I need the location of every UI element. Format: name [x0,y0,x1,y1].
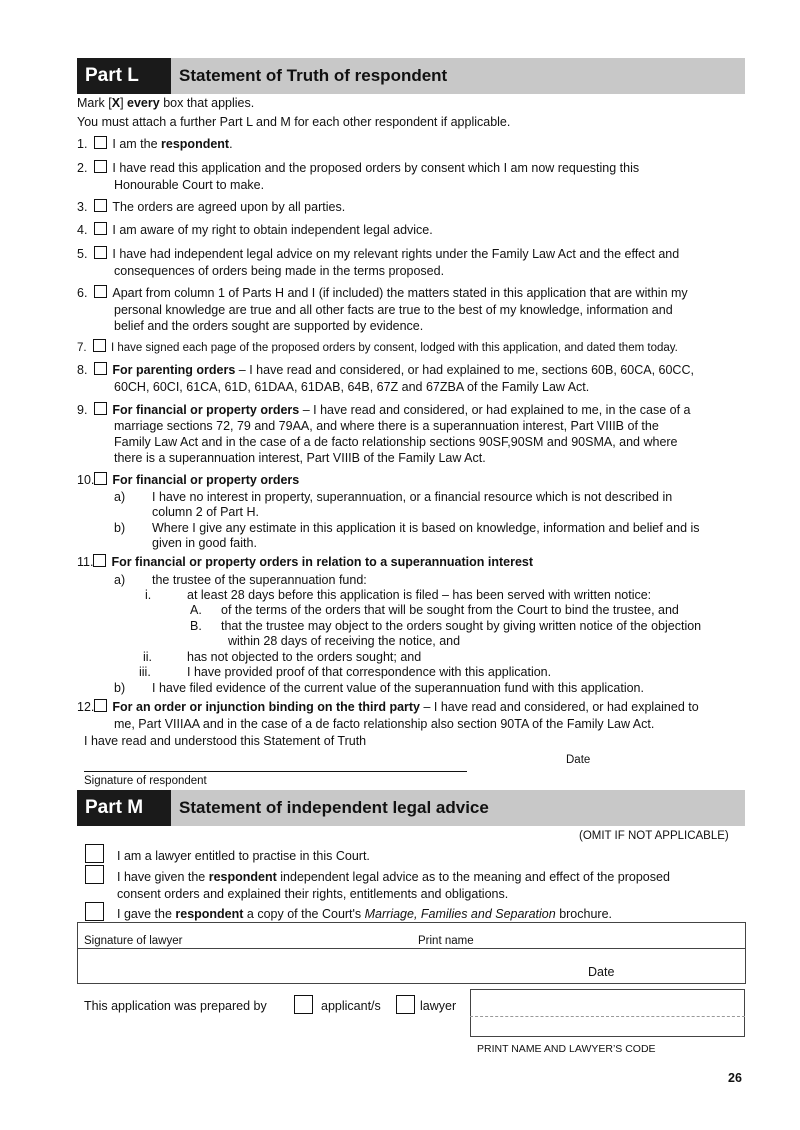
part-m-header [77,790,745,826]
respondent-date-label: Date [566,754,591,766]
item-10-b-text-cont: given in good faith. [152,536,257,550]
applicant-option-label: applicant/s [321,999,381,1013]
checkbox-9[interactable] [94,402,107,415]
item-11-b-marker: b) [114,681,126,695]
statement-item-12: 12. For an order or injunction binding on the third party – I have read and considered, or had explained to [77,700,699,714]
item-11-b-text: I have filed evidence of the current value of the superannuation fund with this application. [152,681,644,695]
item-11-B-text-cont: within 28 days of receiving the notice, and [228,634,461,648]
item-10-a-text-cont: column 2 of Part H. [152,505,259,519]
statement-item-2: 2. I have read this application and the proposed orders by consent which I am now requesting this [77,161,640,175]
item-11-B-text: that the trustee may object to the orders sought by giving written notice of the objection [221,619,702,633]
checkbox-11[interactable] [93,554,106,567]
statement-item-1: 1. I am the respondent. [77,137,233,151]
lawyer-option-label: lawyer [420,999,457,1013]
item-11-B-marker: B. [190,619,202,633]
item-11-iii-text: I have provided proof of that correspondence with this application. [187,665,552,679]
statement-item-5-cont: consequences of orders being made in the terms proposed. [114,264,445,278]
statement-item-6: 6. Apart from column 1 of Parts H and I (if included) the matters stated in this application that are within my [77,286,688,300]
item-11-a-marker: a) [114,573,126,587]
checkbox-7[interactable] [93,339,106,352]
statement-item-4: 4. I am aware of my right to obtain independent legal advice. [77,223,433,237]
checkbox-4[interactable] [94,222,107,235]
print-name-lawyer-code-label: PRINT NAME AND LAWYER’S CODE [477,1043,656,1055]
item-11-i-marker: i. [145,588,152,602]
checkbox-8[interactable] [94,362,107,375]
respondent-signature-line[interactable] [84,771,467,772]
signature-of-lawyer-label: Signature of lawyer [84,935,183,947]
part-l-tag: Part L [77,58,171,94]
item-10-a-marker: a) [114,490,126,504]
lawyer-code-divider [470,1016,745,1017]
item-11-ii-text: has not objected to the orders sought; and [187,650,422,664]
checkbox-6[interactable] [94,285,107,298]
lawyer-checkbox[interactable] [396,995,415,1014]
statement-item-2-cont: Honourable Court to make. [114,178,265,192]
statement-item-9-cont1: marriage sections 72, 79 and 79AA, and where there is a superannuation interest, Part VIIIB of the [114,419,659,433]
statement-item-10: 10. For financial or property orders [77,473,300,487]
respondent-signature-label: Signature of respondent [84,775,207,787]
statement-item-9-cont3: there is a superannuation interest, Part VIIIB of the Family Law Act. [114,451,486,465]
instruction-attach: You must attach a further Part L and M for each other respondent if applicable. [77,115,511,129]
lawyer-checkbox-2[interactable] [85,865,104,884]
understood-statement: I have read and understood this Statement of Truth [84,734,367,748]
checkbox-2[interactable] [94,160,107,173]
statement-item-9-cont2: Family Law Act and in the case of a de facto relationship sections 90SF,90SM and 90SMA, and where [114,435,678,449]
item-11-a-text: the trustee of the superannuation fund: [152,573,367,587]
part-l-title: Statement of Truth of respondent [171,58,745,94]
print-name-label: Print name [418,935,474,947]
item-10-a-text: I have no interest in property, superannuation, or a financial resource which is not described in [152,490,673,504]
statement-item-8-cont: 60CH, 60CI, 61CA, 61D, 61DAA, 61DAB, 64B, 67Z and 67ZBA of the Family Law Act. [114,380,590,394]
checkbox-5[interactable] [94,246,107,259]
lawyer-code-box[interactable] [470,989,745,1037]
item-11-A-text: of the terms of the orders that will be sought from the Court to bind the trustee, and [221,603,679,617]
part-m-tag: Part M [77,790,171,826]
item-11-iii-marker: iii. [139,665,151,679]
statement-item-8: 8. For parenting orders – I have read and considered, or had explained to me, sections 60B, 60CA, 60CC, [77,363,694,377]
lawyer-statement-3: I gave the respondent a copy of the Court's Marriage, Families and Separation brochure. [117,907,612,921]
item-10-b-text: Where I give any estimate in this application it is based on knowledge, information and belief and is [152,521,700,535]
lawyer-statement-2: I have given the respondent independent legal advice as to the meaning and effect of the proposed [117,870,670,884]
checkbox-10[interactable] [94,472,107,485]
lawyer-date-label: Date [588,965,615,979]
statement-item-6-cont2: belief and the orders sought are supported by evidence. [114,319,424,333]
statement-item-3: 3. The orders are agreed upon by all parties. [77,200,346,214]
lawyer-statement-1: I am a lawyer entitled to practise in this Court. [117,849,370,863]
checkbox-12[interactable] [94,699,107,712]
page-number: 26 [728,1071,742,1085]
statement-item-6-cont1: personal knowledge are true and all other facts are true to the best of my knowledge, information and [114,303,673,317]
lawyer-checkbox-1[interactable] [85,844,104,863]
part-l-header [77,58,745,94]
checkbox-1[interactable] [94,136,107,149]
omit-note: (OMIT IF NOT APPLICABLE) [579,830,729,842]
statement-item-5: 5. I have had independent legal advice on my relevant rights under the Family Law Act and the effect and [77,247,680,261]
statement-item-9: 9. For financial or property orders – I have read and considered, or had explained to me, in the case of a [77,403,691,417]
applicant-checkbox[interactable] [294,995,313,1014]
statement-item-7: 7. I have signed each page of the proposed orders by consent, lodged with this application, and dated them today. [77,339,678,356]
prepared-by-label: This application was prepared by [84,999,267,1013]
checkbox-3[interactable] [94,199,107,212]
lawyer-signature-box[interactable] [77,922,746,984]
statement-item-11: 11. For financial or property orders in relation to a superannuation interest [77,555,534,569]
lawyer-checkbox-3[interactable] [85,902,104,921]
part-m-title: Statement of independent legal advice [171,790,745,826]
item-11-ii-marker: ii. [143,650,153,664]
item-11-i-text: at least 28 days before this application is filed – has been served with written notice: [187,588,652,602]
statement-item-12-cont: me, Part VIIIAA and in the case of a de facto relationship also section 90TA of the Family Law Act. [114,717,655,731]
item-10-b-marker: b) [114,521,126,535]
item-11-A-marker: A. [190,603,202,617]
instruction-mark: Mark [X] every box that applies. [77,96,255,110]
lawyer-statement-2-cont: consent orders and explained their rights, entitlements and obligations. [117,887,509,901]
